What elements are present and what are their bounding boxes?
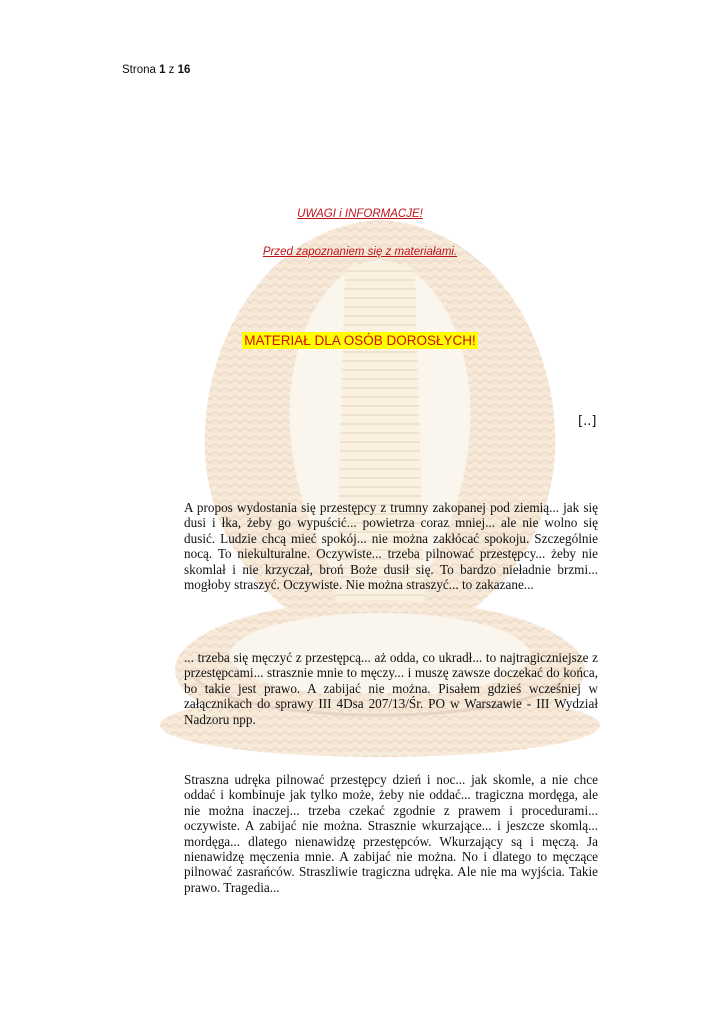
adult-warning-text: MATERIAŁ DLA OSÓB DOROSŁYCH! [244, 333, 476, 348]
page-counter [122, 64, 190, 76]
page-total: 16 [177, 64, 191, 76]
notice-title: UWAGI i INFORMACJE! [297, 208, 423, 220]
page-counter-prefix: Strona [122, 64, 160, 76]
page-counter-separator: z [165, 64, 178, 76]
paragraph-3: Straszna udręka pilnować przestępcy dzień i noc... jak skomle, a nie chce oddać i kombinuje jak tylko może, żeby nie oddać... tragiczna mordęga, ale nie można inaczej... trzeba czekać zgodnie z prawem i procedurami... oczywiste. A zabijać nie można. Strasznie wkurzające... i jeszcze skomlą... mordęga... dlatego nienawidzę przestępców. Wkurzający są i męczą. Ja nienawidzę męczenia mnie. A zabijać nie można. No i dlatego to męczące pilnować zasrańców. Straszliwie tragiczna udręka. Ale nie ma wyjścia. Takie prawo. Tragedia... [184, 772, 598, 895]
paragraph-1: A propos wydostania się przestępcy z trumny zakopanej pod ziemią... jak się dusi i łka, żeby go wypuścić... powietrza coraz mniej... ale nie wolno się dusić. Ludzie chcą mieć spokój... nie można zakłócać spokoju. Szczególnie nocą. To niekulturalne. Oczywiste... trzeba pilnować przestępcy... żeby nie skomlał i nie krzyczał, broń Boże dusił się. To bardzo nieładnie brzmi... mogłoby straszyć. Oczywiste. Nie można straszyć... to zakazane... [184, 500, 598, 593]
notice-subtitle: Przed zapoznaniem się z materiałami. [262, 246, 458, 258]
paragraph-2: ... trzeba się męczyć z przestępcą... aż odda, co ukradł... to najtragiczniejsze z przestępcami... strasznie mnie to męczy... i muszę zawsze doczekać do końca, bo takie jest prawo. A zabijać nie można. Pisałem gdzieś wcześniej w załącznikach do sprawy III 4Dsa 207/13/Śr. PO w Warszawie - III Wydział Nadzoru npp. [184, 650, 598, 727]
adult-warning-banner [180, 330, 540, 349]
page-current: 1 [159, 64, 166, 76]
omission-marker: [..] [578, 414, 597, 429]
